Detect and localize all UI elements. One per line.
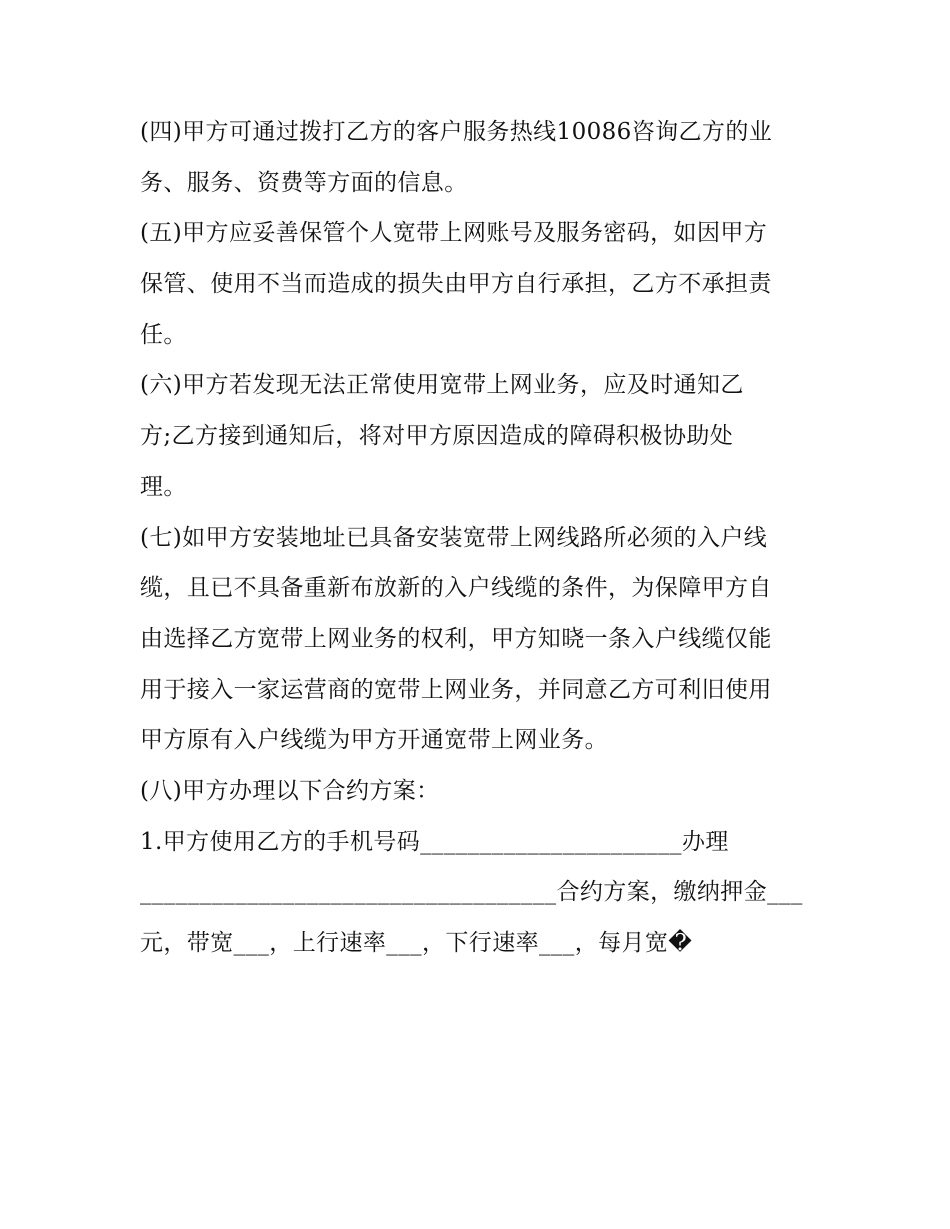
clause-5-paragraph: [140, 208, 830, 360]
document-body: [140, 107, 830, 969]
text-line: (八)甲方办理以下合约方案：: [140, 777, 440, 804]
text-line: 缆，且已不具备重新布放新的入户线缆的条件，为保障甲方自: [140, 575, 772, 602]
text-line: (四)甲方可通过拨打乙方的客户服务热线10086咨询乙方的业: [140, 119, 773, 145]
text-line: 理。: [140, 473, 187, 500]
text-line: 用于接入一家运营商的宽带上网业务，并同意乙方可利旧使用: [140, 676, 772, 703]
text-line: 务、服务、资费等方面的信息。: [140, 169, 468, 196]
text-line: 方;乙方接到通知后，将对甲方原因造成的障碍积极协助处: [140, 423, 734, 450]
text-line: (七)如甲方安装地址已具备安装宽带上网线路所必须的入户线: [140, 524, 768, 551]
clause-8-paragraph: [140, 766, 830, 817]
text-line: ___________________________________合约方案，缴纳押金___: [140, 879, 803, 906]
clause-8-item-1-paragraph: [140, 817, 830, 969]
clause-7-paragraph: [140, 513, 830, 766]
text-line: 元，带宽___，上行速率___，下行速率___，每月宽�: [140, 930, 693, 956]
text-line: 1.甲方使用乙方的手机号码______________________办理: [140, 828, 729, 855]
clause-6-paragraph: [140, 360, 830, 512]
clause-4-paragraph: [140, 107, 830, 208]
text-line: (五)甲方应妥善保管个人宽带上网账号及服务密码，如因甲方: [140, 220, 768, 247]
text-line: 由选择乙方宽带上网业务的权利，甲方知晓一条入户线缆仅能: [140, 625, 772, 652]
text-line: 任。: [140, 321, 187, 348]
text-line: 甲方原有入户线缆为甲方开通宽带上网业务。: [140, 727, 608, 754]
text-line: 保管、使用不当而造成的损失由甲方自行承担，乙方不承担责: [140, 271, 772, 298]
text-line: (六)甲方若发现无法正常使用宽带上网业务，应及时通知乙: [140, 372, 744, 399]
